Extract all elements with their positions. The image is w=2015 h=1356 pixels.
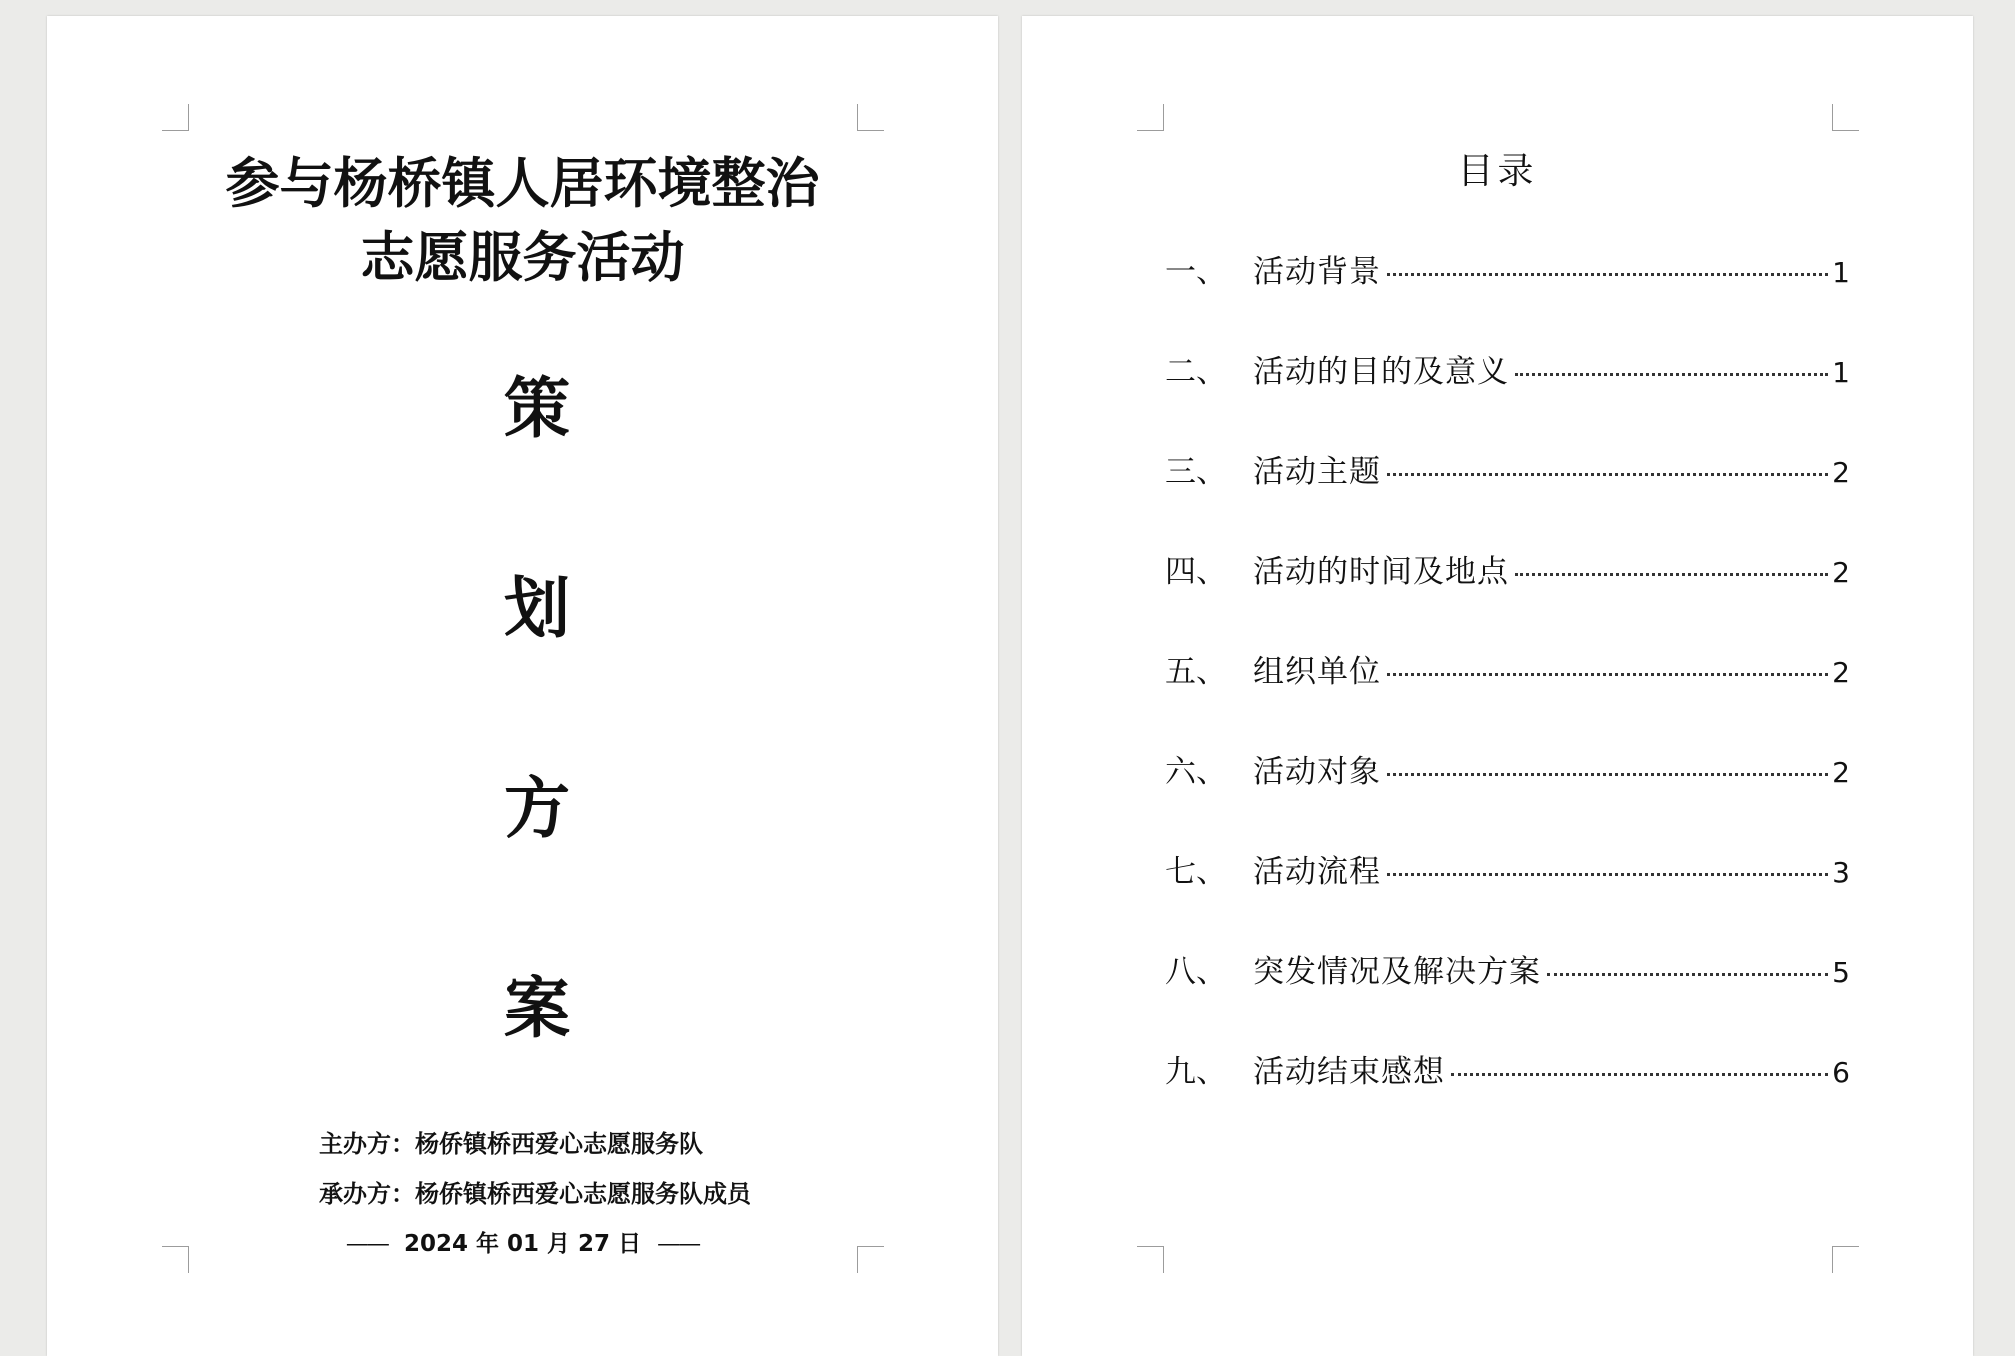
toc-entry-text: 突发情况及解决方案	[1253, 954, 1541, 990]
toc-entry-page: 6	[1832, 1056, 1850, 1089]
toc-dot-leader	[1387, 473, 1828, 476]
date-month: 01	[506, 1231, 539, 1257]
cover-title-line-1: 参与杨桥镇人居环境整治	[225, 151, 820, 215]
toc-entry-page: 2	[1832, 656, 1850, 689]
toc-entry[interactable]	[1165, 448, 1850, 548]
plan-char-4: 案	[504, 969, 570, 1047]
toc-entry-text: 活动主题	[1253, 454, 1381, 490]
organizer-organization: 承办方：杨侨镇桥西爱心志愿服务队成员	[319, 1179, 751, 1208]
toc-entry[interactable]	[1165, 648, 1850, 748]
toc-dot-leader	[1387, 673, 1828, 676]
date-month-unit: 月	[547, 1230, 571, 1257]
toc-entry-number: 一、	[1165, 254, 1227, 290]
date-year-unit: 年	[475, 1230, 499, 1257]
toc-entry-text: 活动的时间及地点	[1253, 554, 1509, 590]
plan-char-2: 划	[504, 569, 570, 647]
toc-list	[1165, 248, 1850, 1148]
toc-entry-number: 七、	[1165, 854, 1227, 890]
toc-entry[interactable]	[1165, 748, 1850, 848]
toc-page	[1022, 16, 1973, 1356]
toc-entry-page: 5	[1832, 956, 1850, 989]
toc-entry-page: 2	[1832, 456, 1850, 489]
crop-mark-top-right	[1832, 104, 1859, 131]
toc-entry[interactable]	[1165, 248, 1850, 348]
toc-entry-number: 五、	[1165, 654, 1227, 690]
plan-char-3: 方	[504, 769, 570, 847]
toc-entry-text: 活动背景	[1253, 254, 1381, 290]
plan-char-1: 策	[504, 369, 570, 447]
toc-entry[interactable]	[1165, 1048, 1850, 1148]
toc-dot-leader	[1451, 1073, 1828, 1076]
toc-entry-number: 四、	[1165, 554, 1227, 590]
date-dash-right: ——	[657, 1231, 700, 1257]
toc-entry[interactable]	[1165, 548, 1850, 648]
toc-entry-page: 2	[1832, 756, 1850, 789]
toc-entry[interactable]	[1165, 348, 1850, 448]
cover-title-line-2: 志愿服务活动	[360, 225, 685, 289]
crop-mark-bottom-left	[1137, 1246, 1164, 1273]
toc-entry-number: 三、	[1165, 454, 1227, 490]
toc-entry-page: 3	[1832, 856, 1850, 889]
crop-mark-top-right	[857, 104, 884, 131]
toc-dot-leader	[1515, 373, 1828, 376]
toc-dot-leader	[1387, 873, 1828, 876]
toc-entry-number: 八、	[1165, 954, 1227, 990]
toc-entry-text: 活动对象	[1253, 754, 1381, 790]
date-day: 27	[578, 1231, 611, 1257]
toc-dot-leader	[1387, 273, 1828, 276]
toc-entry[interactable]	[1165, 848, 1850, 948]
toc-entry-number: 六、	[1165, 754, 1227, 790]
toc-entry-page: 1	[1832, 356, 1850, 389]
cover-date	[47, 1228, 998, 1260]
toc-entry-number: 二、	[1165, 354, 1227, 390]
toc-entry-text: 活动的目的及意义	[1253, 354, 1509, 390]
cover-title	[47, 146, 998, 294]
crop-mark-top-left	[1137, 104, 1164, 131]
toc-dot-leader	[1515, 573, 1828, 576]
toc-entry-page: 2	[1832, 556, 1850, 589]
toc-dot-leader	[1387, 773, 1828, 776]
crop-mark-top-left	[162, 104, 189, 131]
crop-mark-bottom-right	[1832, 1246, 1859, 1273]
host-organization: 主办方：杨侨镇桥西爱心志愿服务队	[319, 1129, 703, 1158]
cover-page	[47, 16, 998, 1356]
toc-entry-number: 九、	[1165, 1054, 1227, 1090]
date-day-unit: 日	[618, 1230, 642, 1257]
date-year: 2024	[403, 1231, 468, 1257]
toc-title: 目录	[1457, 151, 1538, 192]
toc-entry-text: 活动结束感想	[1253, 1054, 1445, 1090]
date-dash-left: ——	[345, 1231, 388, 1257]
toc-dot-leader	[1547, 973, 1828, 976]
toc-entry-page: 1	[1832, 256, 1850, 289]
toc-entry[interactable]	[1165, 948, 1850, 1048]
toc-entry-text: 组织单位	[1253, 654, 1381, 690]
toc-entry-text: 活动流程	[1253, 854, 1381, 890]
